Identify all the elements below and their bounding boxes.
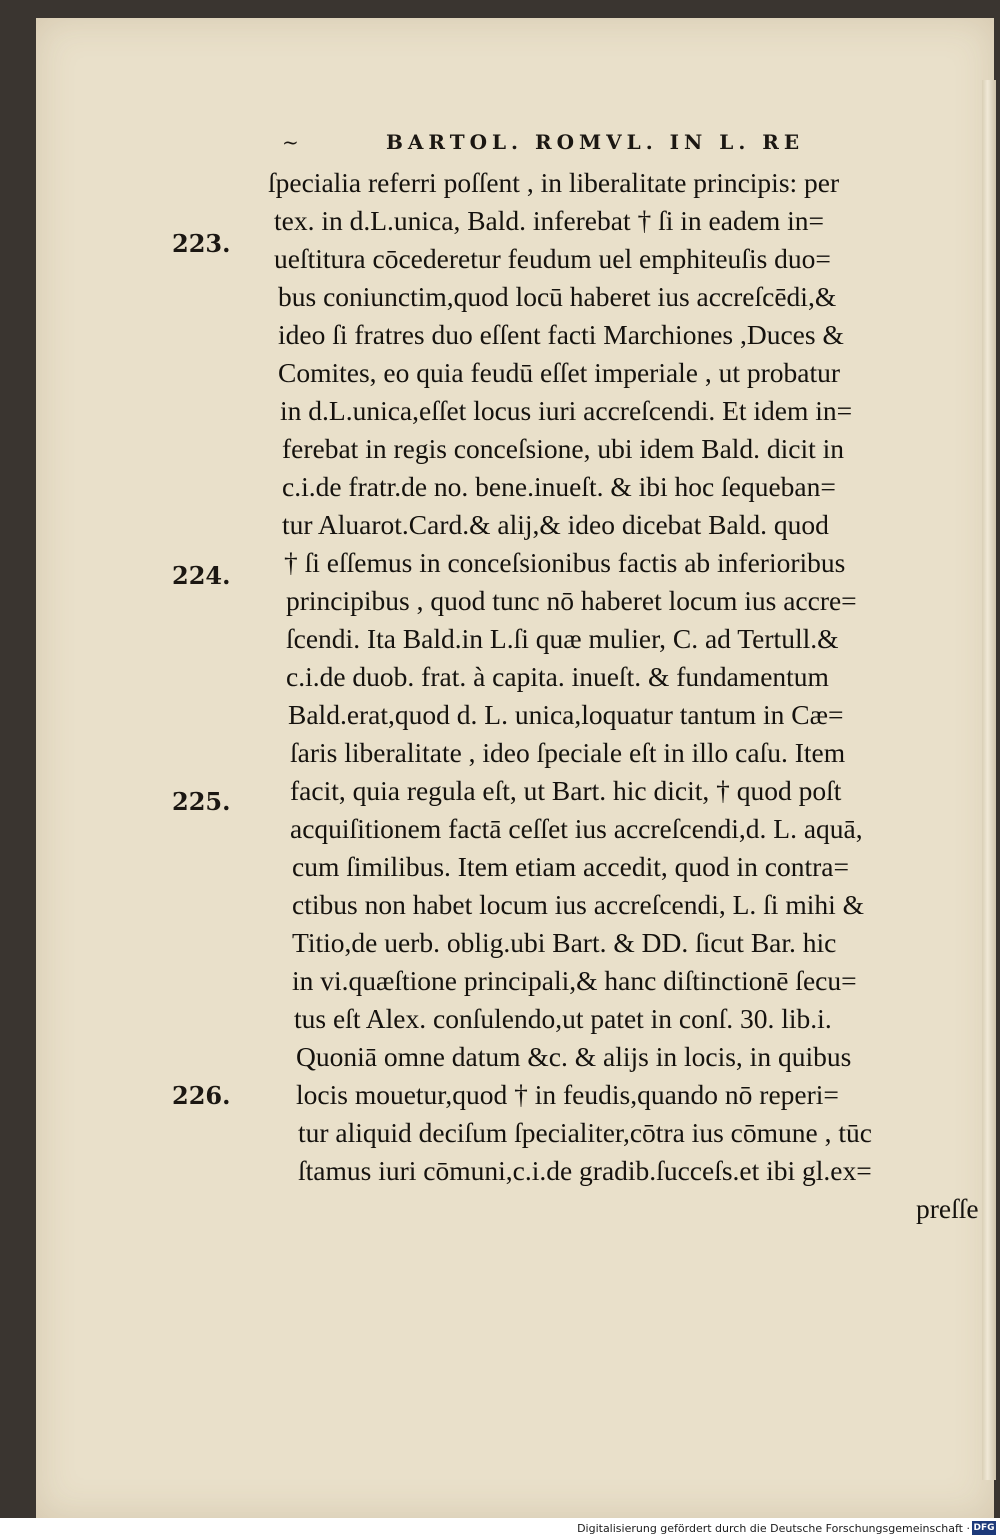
text-line: facit, quia regula eſt, ut Bart. hic dicit, † quod poſt [290, 775, 842, 806]
page-edge [982, 80, 996, 1480]
text-line: in d.L.unica,eſſet locus iuri accreſcendi. Et idem in= [280, 395, 853, 426]
text-line: bus coniunctim,quod locū haberet ius accreſcēdi,& [278, 281, 837, 312]
text-line: ferebat in regis conceſsione, ubi idem Bald. dicit in [282, 433, 845, 464]
margin-number-226: 226. [172, 1081, 231, 1110]
text-line: c.i.de fratr.de no. bene.inueſt. & ibi hoc ſequeban= [282, 471, 836, 502]
text-line: ſcendi. Ita Bald.in L.ſi quæ mulier, C. ad Tertull.& [286, 623, 839, 654]
text-line: tur Aluarot.Card.& alij,& ideo dicebat Bald. quod [282, 509, 829, 540]
text-line: Titio,de uerb. oblig.ubi Bart. & DD. ſicut Bar. hic [292, 927, 837, 958]
text-line: ſpecialia referri poſſent , in liberalitate principis: per [268, 167, 840, 198]
text-line: locis mouetur,quod † in feudis,quando nō reperi= [296, 1079, 839, 1110]
running-title: BARTOL. ROMVL. IN L. RE [386, 130, 805, 154]
text-line: Quoniā omne datum &c. & alijs in locis, in quibus [296, 1041, 852, 1072]
text-line: ſaris liberalitate , ideo ſpeciale eſt in illo caſu. Item [290, 737, 846, 768]
text-line: principibus , quod tunc nō haberet locum ius accre= [286, 585, 857, 616]
text-line: ſtamus iuri cōmuni,c.i.de gradib.ſucceſs.et ibi gl.ex= [298, 1155, 872, 1186]
text-line: cum ſimilibus. Item etiam accedit, quod in contra= [292, 851, 849, 882]
text-line: † ſi eſſemus in conceſsionibus factis ab inferioribus [284, 547, 846, 578]
text-line: tex. in d.L.unica, Bald. inferebat † ſi in eadem in= [274, 205, 825, 236]
catchword: preſſe [916, 1193, 979, 1224]
footer-credit-text: Digitalisierung gefördert durch die Deutsche Forschungsgemeinschaft [577, 1522, 963, 1535]
margin-number-224: 224. [172, 561, 231, 590]
text-line: ideo ſi fratres duo eſſent facti Marchiones ,Duces & [278, 319, 844, 350]
text-line: tur aliquid deciſum ſpecialiter,cōtra ius cōmune , tūc [298, 1117, 872, 1148]
text-line: in vi.quæſtione principali,& hanc diſtinctionē ſecu= [292, 965, 857, 996]
text-line: tus eſt Alex. conſulendo,ut patet in conſ. 30. lib.i. [294, 1003, 832, 1034]
footer-credit [577, 1522, 970, 1535]
margin-number-225: 225. [172, 787, 231, 816]
text-line: ueſtitura cōcederetur feudum uel emphiteuſis duo= [274, 243, 831, 274]
text-line: Comites, eo quia feudū eſſet imperiale , ut probatur [278, 357, 841, 388]
header-mark: ~ [282, 130, 299, 154]
text-line: c.i.de duob. frat. à capita. inueſt. & fundamentum [286, 661, 829, 692]
footer-separator: · [966, 1522, 970, 1535]
running-head [282, 130, 862, 164]
text-line: acquiſitionem factā ceſſet ius accreſcendi,d. L. aquā, [290, 813, 863, 844]
dfg-logo: DFG [973, 1523, 995, 1533]
margin-number-223: 223. [172, 229, 231, 258]
text-line: Bald.erat,quod d. L. unica,loquatur tantum in Cæ= [288, 699, 844, 730]
text-line: ctibus non habet locum ius accreſcendi, L. ſi mihi & [292, 889, 865, 920]
